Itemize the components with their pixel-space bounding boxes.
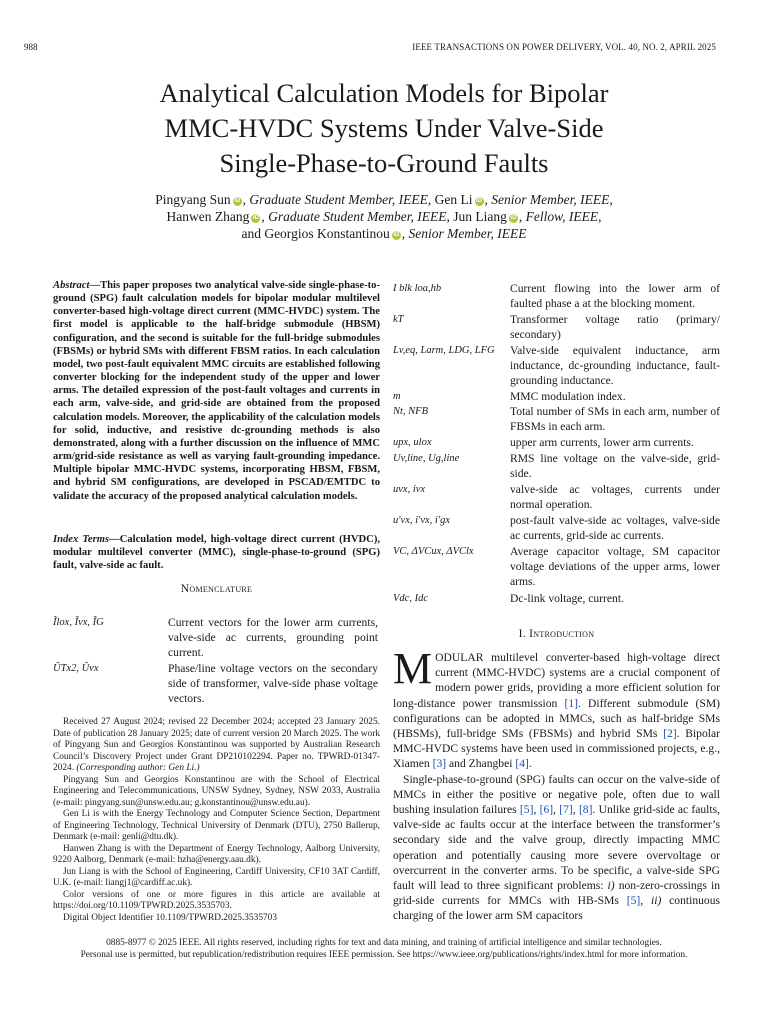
nomenclature-symbol: ŨTx2, Ũvx bbox=[53, 663, 99, 674]
intro-text: . bbox=[528, 757, 532, 771]
citation-link[interactable]: [7] bbox=[559, 803, 573, 817]
title-line: MMC-HVDC Systems Under Valve-Side bbox=[164, 113, 604, 143]
intro-text: . Bipolar MMC-HVDC systems have been used in commissioned projects, e.g., Xiamen bbox=[393, 727, 720, 771]
author-line: Pingyang Sun iD , Graduate Student Member, IEEE, Gen Li iD , Senior Member, IEEE, bbox=[155, 192, 613, 207]
abstract-text: —This paper proposes two analytical valve-side single-phase-to-ground (SPG) fault calculation models for bipolar modular multilevel converter-based high-voltage direct current (MMC-HVDC) system. The first model is applicable to the half-bridge submodule (HBSM) configuration, and the second is suitable for the full-bridge submodules (FBSMs) or hybrid SMs with different FBSM ratios. In each calculation model, two post-fault equivalent MMC circuits are established following converter blocking for the independent study of the upper and lower arms. The detailed expression of the post-fault voltages and currents in each arm, valve-side, and grid-side are obtained from the proposed calculation models. Moreover, the applicability of the calculation models for solid, inductive, and resistive dc-grounding methods is also demonstrated, along with a further discussion on the influence of MMC arm/grid-side resistance as well as varying fault-grounding impedance. Multiple bipolar MMC-HVDC systems, incorporating HBSM, FBSM, and hybrid SM configurations, are developed in PSCAD/EMTDC to validate the accuracy of the proposed analytical calculation models. bbox=[53, 280, 380, 502]
orcid-icon[interactable]: iD bbox=[252, 215, 259, 221]
nomenclature-definition: Average capacitor voltage, SM capacitor voltage deviations of the upper arms, lower arms. bbox=[510, 545, 720, 589]
index-terms bbox=[53, 533, 380, 572]
nomenclature-entry bbox=[393, 312, 720, 342]
title-line: Single-Phase-to-Ground Faults bbox=[219, 148, 549, 178]
list-label: i) bbox=[607, 879, 615, 893]
journal-header: IEEE TRANSACTIONS ON POWER DELIVERY, VOL. 40, NO. 2, APRIL 2025 bbox=[412, 42, 716, 52]
abstract bbox=[53, 279, 380, 503]
nomenclature-definition: Valve-side equivalent inductance, arm inductance, dc-grounding inductance, fault-grounding inductance. bbox=[510, 344, 720, 388]
orcid-icon[interactable]: iD bbox=[476, 198, 482, 204]
nomenclature-symbol: Uv,line, Ug,line bbox=[393, 453, 460, 464]
nomenclature-entry bbox=[393, 389, 720, 404]
nomenclature-symbol: Vdc, Idc bbox=[393, 593, 428, 604]
nomenclature-definition: MMC modulation index. bbox=[510, 390, 626, 403]
nomenclature-definition: valve-side ac voltages, currents under normal operation. bbox=[510, 483, 720, 512]
intro-text: ODULAR multilevel converter-based high-voltage direct current (MMC-HVDC) systems are a crucial component of modern power grids, providing a more efficient solution for long-distance power transmission bbox=[393, 651, 720, 710]
author-line: Hanwen Zhang iD , Graduate Student Member, IEEE, Jun Liang iD , Fellow, IEEE, bbox=[166, 209, 602, 224]
author-name: and Georgios Konstantinou bbox=[241, 226, 390, 241]
nomenclature-heading: Nomenclature bbox=[180, 583, 253, 595]
footnote-affiliation: Gen Li is with the Energy Technology and Computer Science Section, Department of Engineering Technology, Technical University of Denmark (DTU), 2750 Ballerup, Denmark (e-mail: genli@dtu.dk). bbox=[53, 809, 380, 842]
intro-text: , bbox=[640, 894, 651, 908]
author-list bbox=[0, 191, 768, 242]
section-heading: I. Introduction bbox=[518, 628, 595, 640]
author-role: Graduate Student Member, IEEE bbox=[249, 192, 428, 207]
copyright-line: 0885-8977 © 2025 IEEE. All rights reserved, including rights for text and data mining, and training of artificial intelligence and similar technologies. bbox=[106, 938, 662, 948]
nomenclature-symbol: u′vx, i′vx, i′gx bbox=[393, 515, 451, 526]
author-role: Senior Member, IEEE bbox=[408, 226, 527, 241]
page-number: 988 bbox=[24, 42, 38, 52]
nomenclature-symbol: upx, ulox bbox=[393, 437, 432, 448]
citation-link[interactable]: [6] bbox=[539, 803, 554, 817]
nomenclature-definition: Phase/line voltage vectors on the secondary side of transformer, valve-side phase voltage vectors. bbox=[168, 662, 378, 706]
nomenclature-entry bbox=[393, 343, 720, 389]
nomenclature-symbol: kT bbox=[393, 314, 404, 325]
abstract-label: Abstract bbox=[53, 280, 90, 291]
intro-text: continuous charging of the lower arm SM capacitors bbox=[393, 894, 721, 923]
intro-paragraph: Single-phase-to-ground (SPG) faults can occur on the valve-side of MMCs in either the positive or negative pole, often due to wall bushing insulation failures [5], [6], [7], [8]. Unlike grid-side ac faults, valve-side ac faults occur at the interface between the transformer’s secondary side and the valve group, directly impacting MMC operation and potentially causing more severe overvoltage or overcurrent in the converter arms. To be specific, a valve-side SPG fault will lead to three significant problems: i) non-zero-crossings in grid-side currents for MMCs with HB-SMs [5], ii) continuous charging of the lower arm SM capacitors bbox=[393, 772, 721, 923]
title-line: Analytical Calculation Models for Bipolar bbox=[159, 78, 609, 108]
author-name: Jun Liang bbox=[453, 209, 507, 224]
nomenclature-entry bbox=[393, 281, 720, 311]
orcid-icon[interactable]: iD bbox=[393, 232, 400, 238]
nomenclature-entry bbox=[393, 482, 720, 512]
nomenclature-definition: Transformer voltage ratio (primary/ secondary) bbox=[510, 313, 720, 342]
author-role: Graduate Student Member, IEEE bbox=[268, 209, 447, 224]
footnote-received bbox=[53, 717, 380, 775]
nomenclature-symbol: VC, ΔVCux, ΔVClx bbox=[393, 546, 474, 557]
nomenclature-definition: Current vectors for the lower arm currents, valve-side ac currents, grounding point current. bbox=[168, 616, 378, 660]
nomenclature-symbol: uvx, ivx bbox=[393, 484, 426, 495]
drop-cap: M bbox=[393, 644, 433, 693]
nomenclature-entry bbox=[53, 661, 380, 707]
intro-text: Single-phase-to-ground (SPG) faults can occur on the valve-side of MMCs in either the positive or negative pole, often due to wall bushing insulation failures bbox=[393, 772, 720, 817]
nomenclature-symbol: Ĩlox, Ĩvx, ĨG bbox=[53, 617, 104, 628]
nomenclature-definition: Dc-link voltage, current. bbox=[510, 592, 624, 605]
citation-link[interactable]: [1] bbox=[564, 696, 579, 710]
orcid-icon[interactable]: iD bbox=[510, 215, 517, 221]
footnote-color-versions: Color versions of one or more figures in this article are available at https://doi.org/10.1109/TPWRD.2025.3535703. bbox=[53, 889, 380, 911]
nomenclature-symbol: Nt, NFB bbox=[393, 406, 429, 417]
nomenclature-symbol: Lv,eq, Larm, LDG, LFG bbox=[393, 345, 495, 356]
corresponding-author: (Corresponding author: Gen Li.) bbox=[76, 763, 200, 773]
nomenclature-entry bbox=[393, 435, 720, 450]
nomenclature-definition: upper arm currents, lower arm currents. bbox=[510, 436, 694, 449]
index-terms-text: —Calculation model, high-voltage direct current (HVDC), modular multilevel converter (MMC), single-phase-to-ground (SPG) fault, valve-side ac fault. bbox=[53, 534, 380, 572]
footnote-text: Received 27 August 2024; revised 22 December 2024; accepted 23 January 2025. Date of publication 28 January 2025; date of current version 20 March 2025. The work of Pingyang Sun and Georgios Konstantinou was supported by Australian Research Council’s Discovery Project under Grant DP210102294. Paper no. TPWRD-01347-2024. bbox=[53, 717, 380, 773]
intro-text: non-zero-crossings in grid-side currents for MMCs with HB-SMs bbox=[393, 879, 721, 908]
intro-paragraph bbox=[393, 644, 720, 772]
footnote-affiliation: Hanwen Zhang is with the Department of Energy Technology, Aalborg University, 9220 Aalborg, Denmark (e-mail: hzha@energy.aau.dk). bbox=[53, 843, 380, 865]
footnote-doi: Digital Object Identifier 10.1109/TPWRD.2025.3535703 bbox=[63, 912, 278, 923]
nomenclature-symbol: I blk loa,hb bbox=[393, 283, 442, 294]
intro-text: . Unlike grid-side ac faults, valve-side ac faults occur at the interface between the transformer’s secondary side and the valve group, directly impacting MMC operation and potentially causing more severe overvoltage or overcurrent in the converter arms. To be specific, a valve-side SPG fault will lead to three significant problems: bbox=[393, 803, 721, 893]
orcid-icon[interactable]: iD bbox=[234, 198, 241, 204]
author-name: Pingyang Sun bbox=[155, 192, 231, 207]
citation-link[interactable]: [8] bbox=[578, 803, 593, 817]
author-role: Senior Member, IEEE bbox=[491, 192, 610, 207]
citation-link[interactable]: [4] bbox=[515, 757, 529, 771]
nomenclature-definition: Current flowing into the lower arm of faulted phase a at the blocking moment. bbox=[510, 282, 720, 311]
author-name: Hanwen Zhang bbox=[166, 209, 250, 224]
index-terms-label: Index Terms bbox=[53, 534, 110, 545]
citation-link[interactable]: [2] bbox=[663, 727, 677, 741]
nomenclature-entry bbox=[393, 513, 720, 543]
copyright-notice bbox=[0, 938, 768, 961]
citation-link[interactable]: [5] bbox=[519, 803, 534, 817]
citation-link[interactable]: [5] bbox=[626, 894, 641, 908]
footnotes bbox=[53, 717, 380, 924]
introduction-body bbox=[393, 644, 721, 924]
intro-text: . Different submodule (SM) configurations can be adopted in MMCs, such as half-bridge SMs (HBSMs), full-bridge SMs (FBSMs) and hybrid SMs bbox=[393, 696, 720, 741]
nomenclature-entry bbox=[393, 544, 720, 590]
intro-text: and Zhangbei bbox=[446, 757, 516, 771]
nomenclature-entry bbox=[53, 615, 380, 661]
footnote-affiliation: Pingyang Sun and Georgios Konstantinou are with the School of Electrical Engineering and Telecommunications, UNSW Sydney, Sydney, NSW 2033, Australia (e-mail: pingyang.sun@unsw.edu.au; g.konstantinou@unsw.edu.au). bbox=[53, 774, 380, 808]
nomenclature-symbol: m bbox=[393, 391, 401, 402]
nomenclature-definition: RMS line voltage on the valve-side, grid-side. bbox=[510, 452, 720, 481]
nomenclature-entry bbox=[393, 451, 720, 481]
nomenclature-definition: Total number of SMs in each arm, number of FBSMs in each arm. bbox=[510, 405, 720, 434]
citation-link[interactable]: [3] bbox=[432, 757, 447, 771]
author-line: and Georgios Konstantinou iD , Senior Member, IEEE bbox=[241, 226, 527, 241]
nomenclature-entry bbox=[393, 591, 720, 606]
footnote-affiliation: Jun Liang is with the School of Engineering, Cardiff University, CF10 3AT Cardiff, U.K. (e-mail: liangj1@cardiff.ac.uk). bbox=[53, 866, 380, 888]
author-name: Gen Li bbox=[434, 192, 473, 207]
list-label: ii) bbox=[651, 894, 662, 908]
paper-title bbox=[0, 76, 768, 181]
nomenclature-entry bbox=[393, 404, 720, 434]
author-role: Fellow, IEEE bbox=[525, 209, 599, 224]
copyright-line: Personal use is permitted, but republication/redistribution requires IEEE permission. See https://www.ieee.org/publications/rights/index.html for more information. bbox=[80, 949, 688, 960]
nomenclature-definition: post-fault valve-side ac voltages, valve-side ac currents, grid-side ac currents. bbox=[510, 514, 720, 543]
